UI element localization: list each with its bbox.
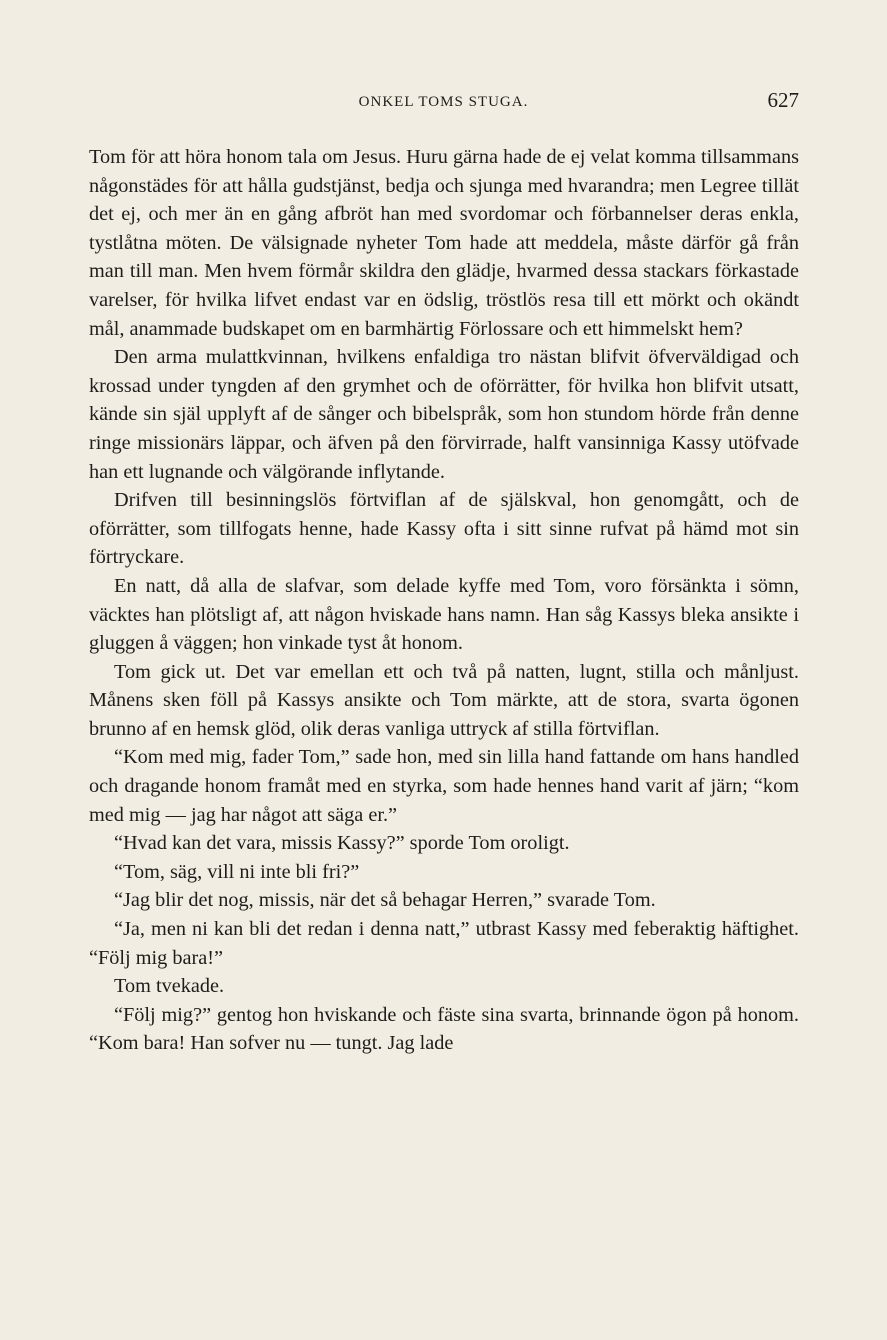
paragraph: “Hvad kan det vara, missis Kassy?” sporde Tom oroligt.	[114, 832, 570, 855]
page-header	[88, 88, 799, 118]
paragraph: “Kom med mig, fader Tom,” sade hon, med sin lilla hand fattande om hans handled och dragande honom framåt med en styrka, som hade hennes hand varit af järn; “kom med mig — jag har något att säga er.”	[89, 746, 799, 826]
paragraph: Tom gick ut. Det var emellan ett och två på natten, lugnt, stilla och månljust. Månens sken föll på Kassys ansikte och Tom märkte, att de stora, svarta ögonen brunno af en hemsk glöd, olik deras vanliga uttryck af stilla förtviflan.	[89, 660, 799, 740]
paragraph: “Tom, säg, vill ni inte bli fri?”	[114, 860, 360, 883]
paragraph: Tom tvekade.	[114, 975, 225, 998]
paragraph: “Följ mig?” gentog hon hviskande och fäste sina svarta, brinnande ögon på honom. “Kom bara! Han sofver nu — tungt. Jag lade	[89, 1003, 799, 1055]
paragraph: Den arma mulattkvinnan, hvilkens enfaldiga tro nästan blifvit öfverväldigad och krossad under tyngden af den grymhet och de oförrätter, för hvilka hon blifvit utsatt, kände sin själ upplyft af de sånger och bibelspråk, som hon stundom hörde från denne ringe missionärs läppar, och äfven på den förvirrade, halft vansinniga Kassy utöfvade han ett lugnande och välgörande inflytande.	[89, 346, 799, 483]
paragraph: “Ja, men ni kan bli det redan i denna natt,” utbrast Kassy med feberaktig häftighet. “Följ mig bara!”	[89, 918, 799, 969]
paragraph: “Jag blir det nog, missis, när det så behagar Herren,” svarade Tom.	[114, 889, 656, 912]
running-title: ONKEL TOMS STUGA.	[358, 94, 529, 110]
paragraph: Drifven till besinningslös förtviflan af de själskval, hon genomgått, och de oförrätter, som tillfogats henne, hade Kassy ofta i sitt sinne rufvat på hämd mot sin förtryckare.	[89, 489, 799, 569]
body-text	[89, 143, 799, 1058]
page-number: 627	[767, 88, 799, 112]
paragraph: En natt, då alla de slafvar, som delade kyffe med Tom, voro försänkta i sömn, väcktes han plötsligt af, att någon hviskade hans namn. Han såg Kassys bleka ansikte i gluggen å väggen; hon vinkade tyst åt honom.	[89, 574, 799, 655]
paragraph: Tom för att höra honom tala om Jesus. Huru gärna hade de ej velat komma tillsammans någonstädes för att hålla gudstjänst, bedja och sjunga med hvarandra; men Legree tillät det ej, och mer än en gång afbröt han med svordomar och förbannelser deras enkla, tystlåtna möten. De välsignade nyheter Tom hade att meddela, måste därför gå från man till man. Men hvem förmår skildra den glädje, hvarmed dessa stackars förkastade varelser, för hvilka lifvet endast var en ödslig, tröstlös resa till ett mörkt och okändt mål, anammade budskapet om en barmhärtig Förlossare och ett himmelskt hem?	[89, 146, 799, 340]
